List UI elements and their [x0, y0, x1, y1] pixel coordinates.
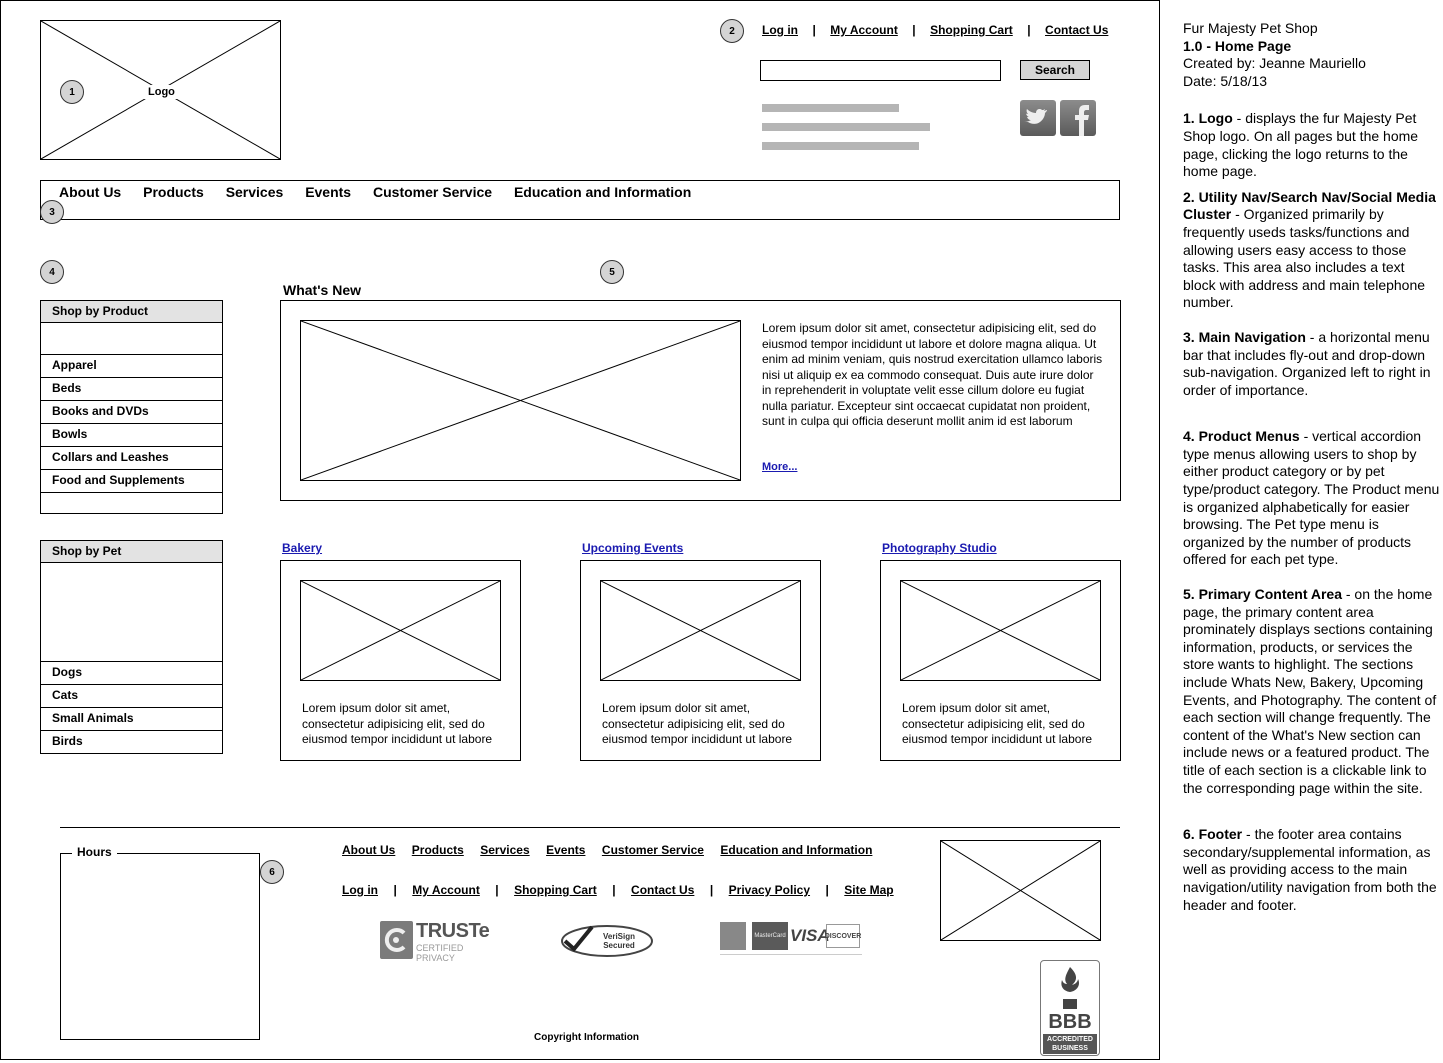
note-item [1183, 189, 1441, 312]
visa-card-icon: VISA [790, 926, 830, 945]
footer-separator: | [825, 883, 829, 897]
verisign-line-1: VeriSign [603, 932, 636, 941]
nav-item-education-information[interactable]: Education and Information [513, 184, 692, 200]
shopping-cart-link[interactable]: Shopping Cart [930, 23, 1013, 37]
login-link[interactable]: Log in [762, 23, 798, 37]
verisign-badge[interactable] [560, 922, 654, 958]
address-line-placeholder [762, 123, 930, 131]
pet-item-small-animals[interactable]: Small Animals [41, 708, 222, 731]
footer-privacy-policy-link[interactable]: Privacy Policy [728, 883, 811, 897]
note-title: 4. Product Menus [1183, 428, 1300, 445]
note-title: 3. Main Navigation [1183, 328, 1306, 345]
pet-item-cats[interactable]: Cats [41, 685, 222, 708]
note-text: - the footer area contains secondary/supplemental information, as well as providing access to the main navigation/utility navigation from both the header and footer. [1183, 826, 1437, 913]
photography-image-placeholder[interactable] [900, 580, 1101, 681]
bakery-body: Lorem ipsum dolor sit amet, consectetur adipisicing elit, sed do eiusmod tempor incididunt ut labore [302, 701, 493, 746]
footer-divider [60, 827, 1120, 828]
note-title: 5. Primary Content Area [1183, 586, 1342, 603]
footer-separator: | [495, 883, 499, 897]
shop-by-pet-menu [40, 540, 223, 754]
product-item-apparel[interactable]: Apparel [41, 355, 222, 378]
nav-item-about-us[interactable]: About Us [59, 184, 122, 200]
footer-site-map-link[interactable]: Site Map [844, 883, 894, 897]
hours-box [60, 853, 260, 1040]
utility-separator: | [1027, 23, 1031, 37]
photography-studio-link[interactable]: Photography Studio [882, 541, 997, 555]
product-item-collars-leashes[interactable]: Collars and Leashes [41, 447, 222, 470]
note-item [1183, 110, 1441, 180]
copyright-text: Copyright Information [534, 1032, 639, 1043]
truste-logo-icon [380, 921, 413, 959]
footer-my-account-link[interactable]: My Account [412, 883, 480, 897]
amex-card-icon [720, 922, 746, 950]
menu-spacer [41, 563, 222, 662]
annotation-marker-4: 4 [40, 260, 64, 284]
photography-studio-card [880, 560, 1121, 761]
bbb-torch-icon [1055, 965, 1085, 1011]
utility-separator: | [912, 23, 916, 37]
notes-page-title: 1.0 - Home Page [1183, 37, 1292, 54]
shop-by-product-menu [40, 300, 223, 514]
annotation-notes [1183, 20, 1441, 914]
twitter-icon[interactable] [1020, 100, 1056, 136]
shop-by-product-header[interactable]: Shop by Product [41, 301, 222, 323]
utility-nav [762, 21, 1108, 39]
pet-item-birds[interactable]: Birds [52, 734, 83, 748]
note-title: 1. Logo [1183, 110, 1233, 127]
credit-card-badges [720, 920, 862, 955]
footer-contact-us-link[interactable]: Contact Us [631, 883, 695, 897]
footer-main-nav [342, 841, 872, 859]
bbb-title: BBB [1048, 1011, 1092, 1033]
whats-new-body: Lorem ipsum dolor sit amet, consectetur adipisicing elit, sed do eiusmod tempor incididunt ut labore et dolore magna aliqua. Ut enim ad minim veniam, quis nostrud exercitation ullamco laboris nisi ut aliquip ex ea commodo consequat. Duis aute irure dolor in reprehenderit in voluptate velit esse cillum dolore eu fugiat nulla pariatur. Excepteur sint occaecat cupidatat non proident, sunt in culpa qui officia deserunt mollit anim id est laborum [762, 321, 1103, 428]
product-item-beds[interactable]: Beds [41, 378, 222, 401]
hours-title: Hours [72, 845, 117, 859]
footer-separator: | [612, 883, 616, 897]
upcoming-events-image-placeholder[interactable] [600, 580, 801, 681]
note-text: - Organized primarily by frequently useds tasks/functions and allowing users easy access to those tasks. This area also includes a text block with address and main telephone number. [1183, 206, 1426, 311]
product-item-food-supplements[interactable]: Food and Supplements [41, 470, 222, 493]
bbb-line-2: BUSINESS [1052, 1045, 1088, 1052]
verisign-line-2: Secured [603, 941, 635, 950]
product-item-bowls[interactable]: Bowls [41, 424, 222, 447]
whats-new-panel [280, 300, 1121, 501]
notes-shop-name: Fur Majesty Pet Shop [1183, 20, 1318, 36]
my-account-link[interactable]: My Account [830, 23, 898, 37]
phone-line-placeholder [762, 142, 919, 150]
annotation-marker-2: 2 [720, 19, 744, 43]
footer-image-placeholder[interactable] [940, 840, 1101, 941]
bakery-link[interactable]: Bakery [282, 541, 323, 555]
menu-spacer [41, 323, 222, 355]
whats-new-image-placeholder[interactable] [300, 320, 741, 481]
footer-nav-education-information[interactable]: Education and Information [720, 843, 873, 857]
contact-us-link[interactable]: Contact Us [1045, 23, 1109, 37]
footer-nav-customer-service[interactable]: Customer Service [601, 843, 704, 857]
footer-separator: | [709, 883, 714, 897]
truste-subtitle: CERTIFIED PRIVACY [416, 943, 464, 963]
annotation-marker-1: 1 [60, 80, 84, 104]
logo-label: Logo [144, 85, 179, 99]
search-input[interactable] [760, 60, 1001, 81]
truste-badge[interactable] [380, 920, 500, 963]
note-item [1183, 428, 1441, 569]
footer-nav-about-us[interactable]: About Us [342, 843, 396, 857]
whats-new-title: What's New [283, 282, 362, 298]
product-item-books-dvds[interactable]: Books and DVDs [41, 401, 222, 424]
note-text: - displays the fur Majesty Pet Shop logo. On all pages but the home page, clicking the logo returns to the home page. [1183, 110, 1419, 180]
notes-date: Date: 5/18/13 [1183, 72, 1268, 89]
main-navigation [40, 180, 1120, 220]
note-title: 6. Footer [1183, 826, 1243, 843]
menu-spacer [41, 493, 222, 516]
annotation-marker-6: 6 [260, 860, 284, 884]
note-item [1183, 586, 1441, 797]
annotation-marker-3: 3 [40, 200, 64, 224]
footer-nav-products[interactable]: Products [411, 843, 464, 857]
nav-item-events[interactable]: Events [305, 184, 352, 200]
footer-nav-events[interactable]: Events [546, 843, 586, 857]
note-text: - vertical accordion type menus allowing users to shop by either product category or by pet type/product category. The Product menu is organized alphabetically for easier browsing. The Pet type menu is organized by the number of products offered for each pet type. [1183, 428, 1440, 568]
notes-created-by: Created by: Jeanne Mauriello [1183, 55, 1366, 72]
truste-title: TRUSTe [416, 920, 490, 942]
note-text: - on the home page, the primary content area prominately displays sections containing information, products, or services the store wants to highlight. The sections include Whats New, Bakery, Upcoming Events, and Photography. The content of each section will change frequently. The content of the What's New section can include news or a featured product. The title of each section is a clickable link to the corresponding page within the site. [1183, 586, 1437, 796]
footer-shopping-cart-link[interactable]: Shopping Cart [514, 883, 597, 897]
facebook-icon[interactable] [1060, 100, 1096, 136]
discover-card-icon: DISCOVER [826, 924, 860, 948]
upcoming-events-card [580, 560, 821, 761]
mastercard-card-icon: MasterCard [752, 922, 788, 950]
note-item [1183, 329, 1441, 399]
bbb-line-1: ACCREDITED [1047, 1036, 1093, 1043]
search-button[interactable]: Search [1020, 60, 1090, 80]
address-line-placeholder [762, 104, 899, 112]
pet-item-dogs[interactable]: Dogs [41, 662, 222, 685]
nav-item-customer-service[interactable]: Customer Service [373, 184, 493, 200]
note-text: - a horizontal menu bar that includes fly-out and drop-down sub-navigation. Organized left to right in order of importance. [1183, 328, 1431, 398]
note-title: 2. Utility Nav/Search Nav/Social Media Cluster [1183, 188, 1436, 223]
footer-login-link[interactable]: Log in [342, 883, 378, 897]
shop-by-pet-header[interactable]: Shop by Pet [41, 541, 222, 563]
bakery-image-placeholder[interactable] [300, 580, 501, 681]
whats-new-more-link[interactable]: More... [762, 461, 798, 473]
annotation-marker-5: 5 [600, 260, 624, 284]
bakery-card [280, 560, 521, 761]
footer-utility-nav [342, 881, 894, 899]
photography-studio-body: Lorem ipsum dolor sit amet, consectetur adipisicing elit, sed do eiusmod tempor incididunt ut labore [902, 701, 1093, 746]
note-item [1183, 826, 1441, 914]
nav-item-services[interactable]: Services [225, 184, 284, 200]
upcoming-events-body: Lorem ipsum dolor sit amet, consectetur adipisicing elit, sed do eiusmod tempor incididunt ut labore [602, 701, 793, 746]
upcoming-events-link[interactable]: Upcoming Events [582, 541, 684, 555]
bbb-badge[interactable] [1040, 960, 1100, 1056]
footer-nav-services[interactable]: Services [480, 843, 530, 857]
nav-item-products[interactable]: Products [143, 184, 204, 200]
footer-separator: | [393, 883, 397, 897]
utility-separator: | [812, 23, 816, 37]
